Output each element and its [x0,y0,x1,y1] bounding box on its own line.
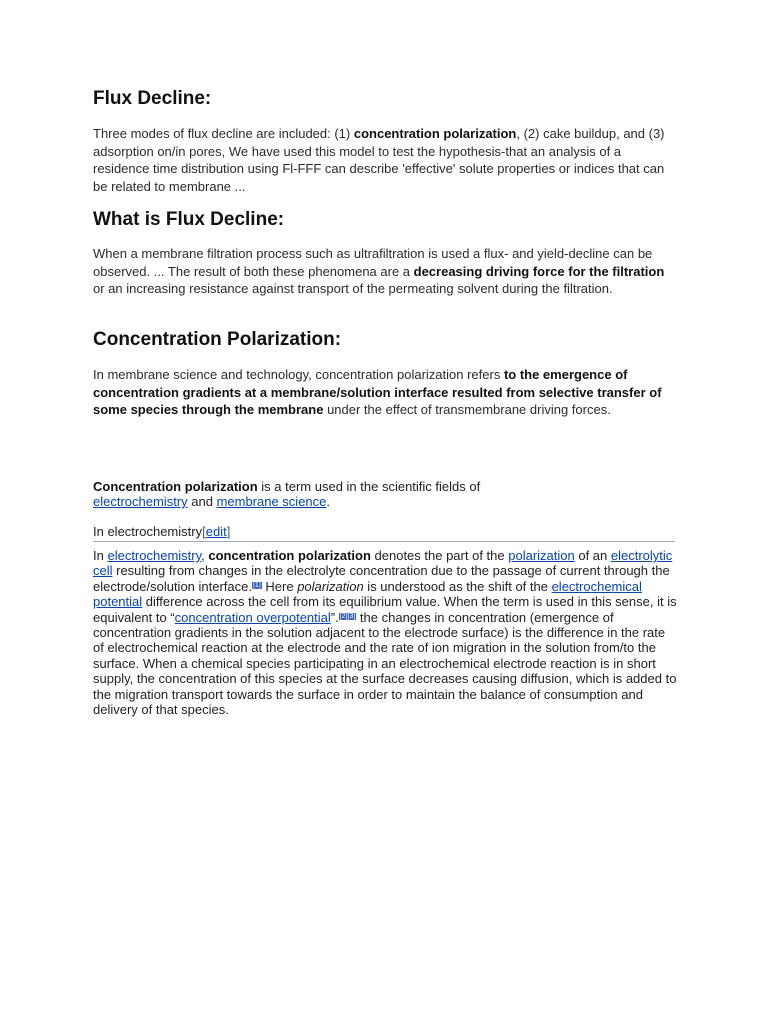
reference-link-2-3[interactable]: [2][3] [339,612,356,620]
link-electrochemical-potential[interactable]: electrochemical potential [93,578,642,610]
text: In membrane science and technology, concentration polarization refers [93,367,504,382]
paragraph-flux-decline [93,125,678,195]
subsection-title: In electrochemistry [93,524,203,539]
edit-bracket-close: ] [226,524,231,539]
wiki-intro-paragraph [93,479,513,510]
text: resulting from changes in the electrolyte concentration due to the passage of current through the electrode/solution interface. [93,563,670,594]
text: . [326,494,331,510]
text: is understood as the shift of the [363,578,552,594]
paragraph-concentration-polarization [93,366,678,419]
edit-link[interactable]: edit [205,524,227,539]
link-concentration-overpotential[interactable]: concentration overpotential [174,609,331,625]
text: the changes in concentration (emergence of concentration gradients in the solution adjacent to the electrode surface) is the difference in the rate of electrochemical reaction at the electrode and the rate of ion migration in the solution from/to the surface. When a chemical species participating in an electrochemical electrode reaction is in short supply, the concentration of this species at the surface decreases causing diffusion, which is added to the migration transport towards the surface in order to maintain the balance of consumption and delivery of that species. [93,609,677,718]
text: , (2) cake buildup, and (3) adsorption on/in pores, We have used this model to test the hypothesis-that an analysis of a residence time distribution using Fl-FFF can describe 'effective' solute properties or indices that can be related to membrane ... [93,126,665,194]
subsection-heading-electrochemistry [93,524,675,542]
link-electrochemistry-body[interactable]: electrochemistry [107,548,202,563]
italic-term: polarization [297,578,364,594]
link-electrochemistry[interactable]: electrochemistry [93,494,188,510]
reference-link-1[interactable]: [1] [252,581,261,589]
link-polarization[interactable]: polarization [508,548,575,563]
link-electrolytic-cell[interactable]: electrolytic cell [93,548,673,579]
bold-term: concentration polarization [208,548,371,563]
edit-bracket-open: [ [202,524,206,539]
text: Here [261,578,298,594]
heading-flux-decline: Flux Decline: [93,88,212,109]
heading-what-is-flux-decline: What is Flux Decline: [93,209,285,230]
text: , [201,548,209,563]
bold-text: concentration polarization [353,126,517,141]
text: ”. [330,609,339,625]
text: and [187,494,217,510]
text: denotes the part of the [370,548,509,563]
reference-1 [252,582,262,589]
text: or an increasing resistance against transport of the permeating solvent during the filtration. [93,281,613,297]
link-membrane-science[interactable]: membrane science [216,494,327,510]
wiki-body-paragraph [93,548,678,717]
text: In [93,548,108,563]
reference-2-3 [339,613,357,620]
heading-concentration-polarization: Concentration Polarization: [93,329,342,350]
text: difference across the cell from its equilibrium value. When the term is used in this sense, it is equivalent to “ [93,594,677,625]
text: Three modes of flux decline are included: (1) [93,126,354,141]
text: under the effect of transmembrane driving forces. [323,402,611,418]
bold-text: to the emergence of concentration gradients at a membrane/solution interface resulted from selective transfer of some species through the membrane [93,367,662,418]
bold-text: decreasing driving force for the filtration [413,263,665,279]
text: of an [574,548,611,563]
text: is a term used in the scientific fields of [257,479,481,494]
paragraph-what-is-flux-decline [93,245,678,298]
bold-term: Concentration polarization [93,479,258,494]
text: When a membrane filtration process such as ultrafiltration is used a flux- and yield-decline can be observed. ... The result of both these phenomena are a [93,246,653,279]
